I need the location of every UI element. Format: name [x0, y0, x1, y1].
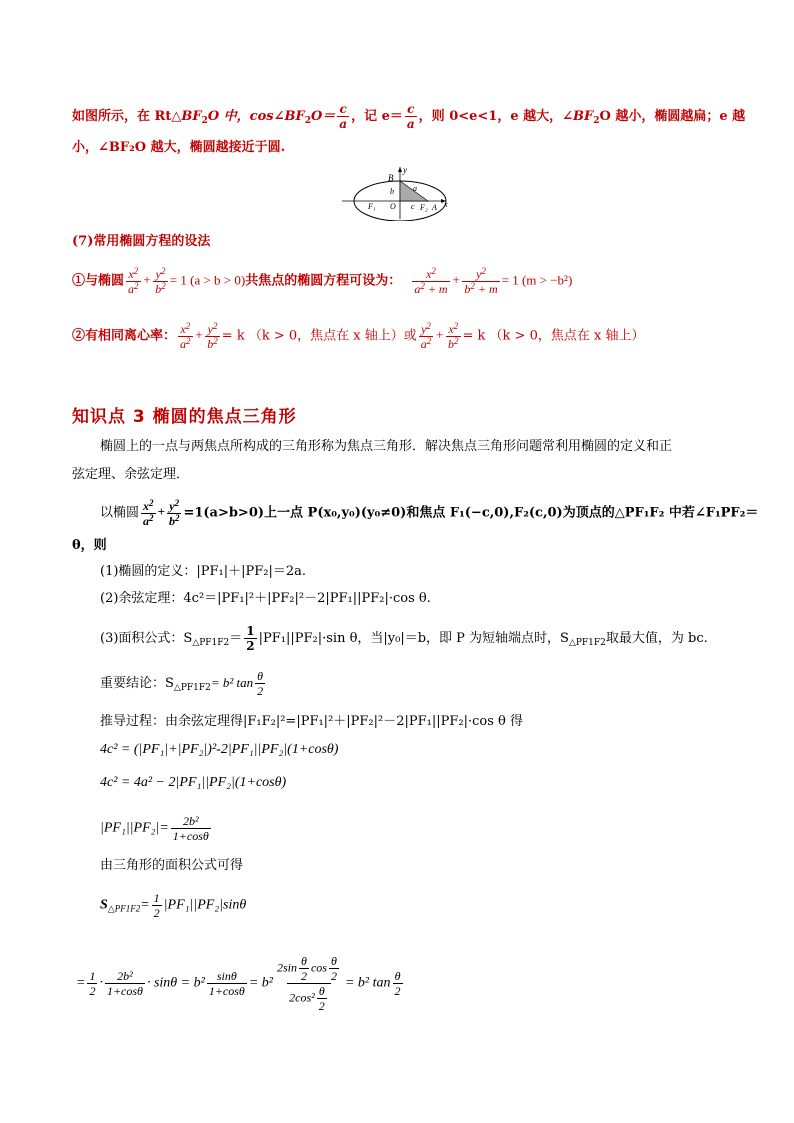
fig-label-f2: F₂ — [420, 203, 428, 212]
fig-label-a: a — [413, 184, 417, 193]
fig-label-f1: F₁ — [368, 202, 376, 211]
section-7-item-1: ①与椭圆 $\frac{x^2}{a^2}$ + $\frac{y^2}{b^2}$ = 1 (a > b > 0)共焦点的椭圆方程可设为： $\frac{x^2}{a^2 + m}$ + $\frac{y^2}{b^2 + m}$ = 1 (m > −b²) — [72, 266, 573, 296]
section-7-title: (7)常用椭圆方程的设法 — [72, 234, 211, 249]
equation-2: 4c² = 4a² − 2|PF₁||PF₂|(1+cosθ) — [100, 775, 287, 790]
section-7-item-2: ②有相同离心率： $\frac{x^2}{a^2}$ + $\frac{y^2}{b^2}$ = k （k > 0，焦点在 x 轴上）或 $\frac{y^2}{a^2}$ + $\frac{x^2}{b^2}$ = k （k > 0，焦点在 x 轴上） — [72, 321, 645, 351]
definition-2: (2)余弦定理：4c²＝|PF₁|²＋|PF₂|²－2|PF₁||PF₂|·cos θ. — [100, 591, 431, 606]
ellipse-figure — [340, 163, 452, 221]
body-p1: 椭圆上的一点与两焦点所构成的三角形称为焦点三角形．解决焦点三角形问题常利用椭圆的定义和正 — [100, 439, 673, 454]
intro-line-1: 如图所示，在 $Rt\triangle BF_2O$ 中，$\cos\angle BF_2O=$ $\frac{c}{a}$ ，记 e＝ $\frac{c}{a}$ ，则 0<e<1，e 越大，$\angle BF_2O$ 越小，椭圆越扁；e 越 — [72, 102, 746, 131]
body-p2: 以椭圆 $\frac{x^2}{a^2}$ + $\frac{y^2}{b^2}$ =1(a>b>0)上一点 P(x₀,y₀)(y₀≠0)和焦点 F₁(−c,0),F₂(c,0)为顶点的△PF₁F₂ 中若∠F₁PF₂＝ — [100, 498, 759, 528]
fig-label-b: b — [390, 187, 394, 196]
fig-label-y: y — [403, 165, 407, 175]
important-conclusion: 重要结论：$S_{\triangle PF1F2}= b^2$ tan $\frac{\theta}{2}$ — [100, 669, 264, 698]
fig-label-b-top: B — [388, 173, 394, 183]
body-p1b: 弦定理、余弦定理． — [72, 467, 190, 482]
derivation-intro: 推导过程：由余弦定理得|F₁F₂|²=|PF₁|²＋|PF₂|²－2|PF₁||PF₂|·cos θ 得 — [100, 714, 523, 729]
definition-3: (3)面积公式：$S_{\triangle PF1F2}=$ $\frac{1}{2}$ |PF₁||PF₂|·sin θ，当|y₀|＝b，即 P 为短轴端点时，$S_{\triangle PF1F2}$取最大值，为 bc. — [100, 624, 708, 653]
section-heading-3: 知识点 3 椭圆的焦点三角形 — [72, 407, 297, 427]
fig-label-x: x — [444, 200, 448, 209]
equation-3: |PF₁||PF₂|= $\frac{\text{2b²}}{1+\cos\theta}$ — [100, 814, 209, 843]
fig-label-o: O — [390, 202, 396, 211]
equation-final: = $\frac{1}{2}$ · $\frac{\text{2b²}}{1+\cos\theta}$ · sinθ = b² $\frac{\sin\theta}{1+\cos\theta}$ = b² 2sin $\frac{\theta}{2}$ cos $\frac{\theta}{2}$ 2cos² $\frac{\theta}{2}$ = b² tan $\frac{\theta}{2}$ — [76, 954, 401, 1013]
area-intro: 由三角形的面积公式可得 — [100, 858, 244, 873]
equation-4: $S_{\triangle PF1F2}=$ $\frac{1}{2}$ |PF₁||PF₂|sinθ — [100, 891, 247, 920]
fig-label-a-vertex: A — [432, 203, 437, 212]
fig-label-c: c — [411, 202, 415, 211]
equation-1: 4c² = (|PF₁|+|PF₂|)²-2|PF₁||PF₂|(1+cosθ) — [100, 742, 339, 757]
intro-line-2: 小，∠BF₂O 越大，椭圆越接近于圆. — [72, 140, 286, 155]
body-p2c: θ，则 — [72, 538, 107, 553]
definition-1: (1)椭圆的定义：|PF₁|＋|PF₂|＝2a. — [100, 564, 307, 579]
